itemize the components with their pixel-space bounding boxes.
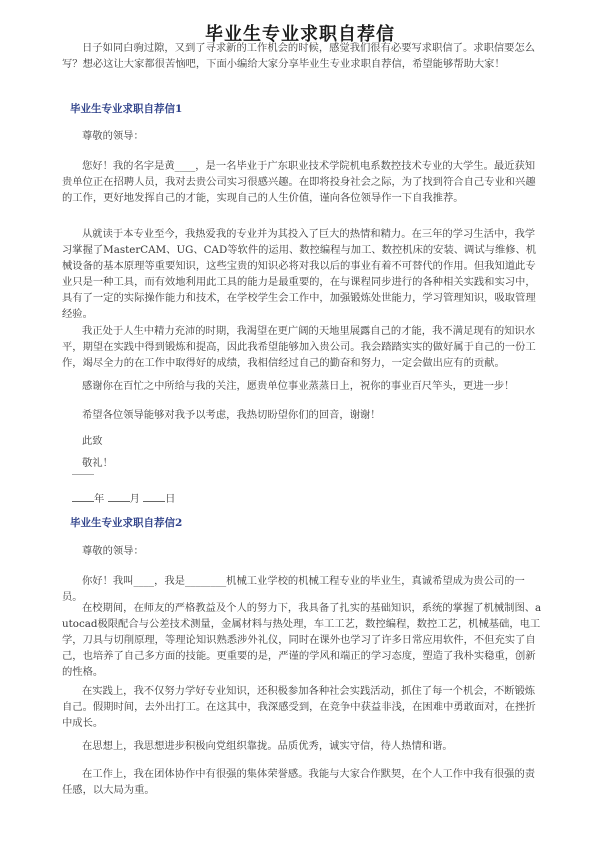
letter1-salutation: 尊敬的领导： [82,130,144,142]
letter2-paragraph-3: 在实践上，我不仅努力学好专业知识，还积极参加各种社会实践活动，抓住了每一个机会，不断锻炼自己。假期时间，去外出打工。在这其中，我深感受到，在竞争中获益非浅，在困难中勇敢面对，在挫折中成长。 [62,685,536,729]
letter1-date [72,490,175,505]
letter2-heading: 毕业生专业求职自荐信2 [70,517,183,529]
page-title: 毕业生专业求职自荐信 [205,24,395,45]
letter1-paragraph-3: 我正处于人生中精力充沛的时期，我渴望在更广阔的天地里展露自己的才能，我不满足现有的知识水平，期望在实践中得到锻炼和提高，因此我希望能够加入贵公司。我会踏踏实实的做好属于自己的一份工作，竭尽全力的在工作中取得好的成绩，我相信经过自己的勤奋和努力，一定会做出应有的贡献。 [62,325,536,369]
letter2-paragraph-5: 在工作上，我在团体协作中有很强的集体荣誉感。我能与大家合作默契，在个人工作中我有很强的责任感，以大局为重。 [62,768,536,796]
signature-line [72,474,94,475]
date-day: 日 [165,493,176,505]
letter1-paragraph-5: 希望各位领导能够对我予以考虑，我热切盼望你们的回音，谢谢！ [82,409,381,421]
letter1-closing-1: 此致 [82,435,103,447]
letter2-salutation: 尊敬的领导： [82,545,144,557]
letter2-paragraph-1: 你好！我叫____，我是________机械工业学校的机械工程专业的毕业生，真诚希望成为贵公司的一员。 [62,575,525,603]
letter1-closing-2: 敬礼！ [82,457,113,469]
letter1-paragraph-2: 从就读于本专业至今，我热爱我的专业并为其投入了巨大的热情和精力。在三年的学习生活中，我学习掌握了MasterCAM、UG、CAD等软件的运用、数控编程与加工、数控机床的安装、调试与维修、机械设备的基本原理等重要知识，这些宝贵的知识必将对我以后的事业有着不可替代的作用。但我知道此专业只是一种工具，而有效地利用此工具的能力是最重要的，在与课程同步进行的各种相关实践和实习中，具有了一定的实际操作能力和技术，在学校学生会工作中，加强锻炼处世能力，学习管理知识，吸取管理经验。 [62,228,537,320]
letter2-paragraph-4: 在思想上，我思想进步积极向党组织靠拢。品质优秀，诚实守信，待人热情和谐。 [82,740,453,752]
letter2-paragraph-2: 在校期间，在师友的严格教益及个人的努力下，我具备了扎实的基础知识，系统的掌握了机械制图、autocad极限配合与公差技术测量，金属材料与热处理，车工工艺，数控编程，数控工艺，机械基础，电工学，刀具与切削原理，等理论知识熟悉涉外礼仪，同时在课外也学习了许多日常应用软件，不但充实了自己，也培养了自己多方面的技能。更重要的是，严谨的学风和端正的学习态度，塑造了我朴实稳重，创新的性格。 [62,602,542,678]
intro-paragraph: 日子如同白驹过隙，又到了寻求新的工作机会的时候，感觉我们很有必要写求职信了。求职信要怎么写？想必这让大家都很苦恼吧，下面小编给大家分享毕业生专业求职自荐信，希望能够帮助大家！ [62,42,536,70]
letter1-paragraph-1: 您好！我的名字是黄____，是一名毕业于广东职业技术学院机电系数控技术专业的大学生。最近获知贵单位正在招聘人员，我对去贵公司实习很感兴趣。在即将投身社会之际，为了找到符合自己专业和兴趣的工作，更好地发挥自己的才能，实现自己的人生价值，谨向各位领导作一下自我推荐。 [62,160,536,204]
date-month: 月 [129,493,140,505]
date-year: 年 [94,493,105,505]
letter1-paragraph-4: 感谢你在百忙之中所给与我的关注，愿贵单位事业蒸蒸日上，祝你的事业百尺竿头，更进一步！ [82,380,515,392]
letter1-heading: 毕业生专业求职自荐信1 [70,103,183,115]
